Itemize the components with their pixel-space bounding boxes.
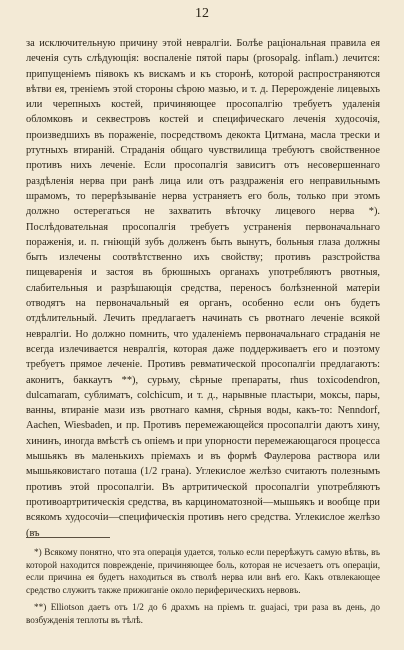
main-text	[26, 36, 380, 541]
footnote-separator	[26, 537, 110, 538]
footnote-1: *) Всякому понятно, что эта операція удается, только если перерѣжутъ самую вѣтвь, въ которой находится поврежденіе, причиняющее боль, которая не исчезаетъ отъ операціи, если причина ея будетъ находиться въ стволѣ нерва или внѣ его. Какъ отвлекающее средство служитъ также прижиганіе около периферическихъ нервовъ.	[26, 547, 380, 596]
footnote-2: **) Elliotson даетъ отъ 1/2 до 6 драхмъ на пріемъ tr. guajaci, три раза въ день, до возбужденія теплоты въ тѣлѣ.	[26, 601, 380, 625]
body-paragraph: за исключительную причину этой невралгіи. Болѣе раціональная правила ея леченія суть слѣдующія: воспаленіе пятой пары (prosopalg. inflam.) лечится: припущеніемъ піявокъ къ вискамъ и къ сторонѣ, которой распространяются вѣтви ея, треніемъ этой стороны сѣрою мазью, и т. д. Перерожденіе лицевыхъ или черепныхъ костей, причиняющее просопалгію требуетъ удаленія обломковъ и секвестровъ костей и специфическаго леченія худосочія, произведшихъ въ пораженіе, посредствомъ декокта Цитмана, масла трески и ртутныхъ втираній. Страданія общаго чувствилища требуютъ свойственное противъ нихъ леченіе. Если просопалгія зависитъ отъ несовершеннаго раздѣленія нерва при ранѣ лица или отъ раздраженія его неправильнымъ шрамомъ, то перерѣзываніе нерва устраняетъ его боль, только при этомъ должно остерегаться не захватить вѣточку лицевого нерва *). Послѣдовательная просопалгія требуетъ устраненія первоначальнаго пораженія, и. п. гніющій зубъ долженъ быть вынутъ, больныя глаза должны быть излечены соотвѣтственно ихъ свойству; противъ разстройства пищеваренія и застоя въ брюшныхъ органахъ употребляютъ рвотныя, слабительныя и разрѣшающія средства, переносъ болѣзненной матеріи отводятъ на первоначальный ея органъ, особенно если онъ будетъ отдѣлительный. Лечить предлагаетъ начинать съ рвотнаго леченіе всякой невралгіи. Но должно помнить, что удаленіемъ первоначальнаго страданія не всегда излечивается невралгія, которая даже поддерживаетъ его и поэтому требуетъ прямое леченіе. Противъ ревматической просопалгіи предлагаютъ: аконитъ, баккаутъ **), сурьму, сѣрные препараты, rhus toxicodendron, dulcamaram, сублиматъ, colchicum, и т. д., нарывные пластыри, моксы, пары, ванны, втираніе мази изъ рвотнаго камня, сѣрныя воды, какъ-то: Nenndorf, Aachen, Wiesbaden, и пр. Противъ перемежающейся просопалгіи даютъ хину, хининъ, иногда вмѣстѣ съ опіемъ и при упорности перемежающагося процесса мышьякъ въ маленькихъ пріемахъ и въ формѣ Фаулерова раствора или мышьяковистаго поташа (1/2 грана). Углекислое желѣзо считаютъ полезнымъ противъ этой просопалгіи. Въ артритической просопалгіи употребляютъ противоартритическія средства, въ карциноматозной—мышьякъ и вообще при всякомъ худосочіи—специфическія противъ него средства. Углекислое желѣзо (въ	[26, 38, 380, 539]
page-number: 12	[195, 6, 209, 21]
footnotes	[26, 546, 380, 626]
